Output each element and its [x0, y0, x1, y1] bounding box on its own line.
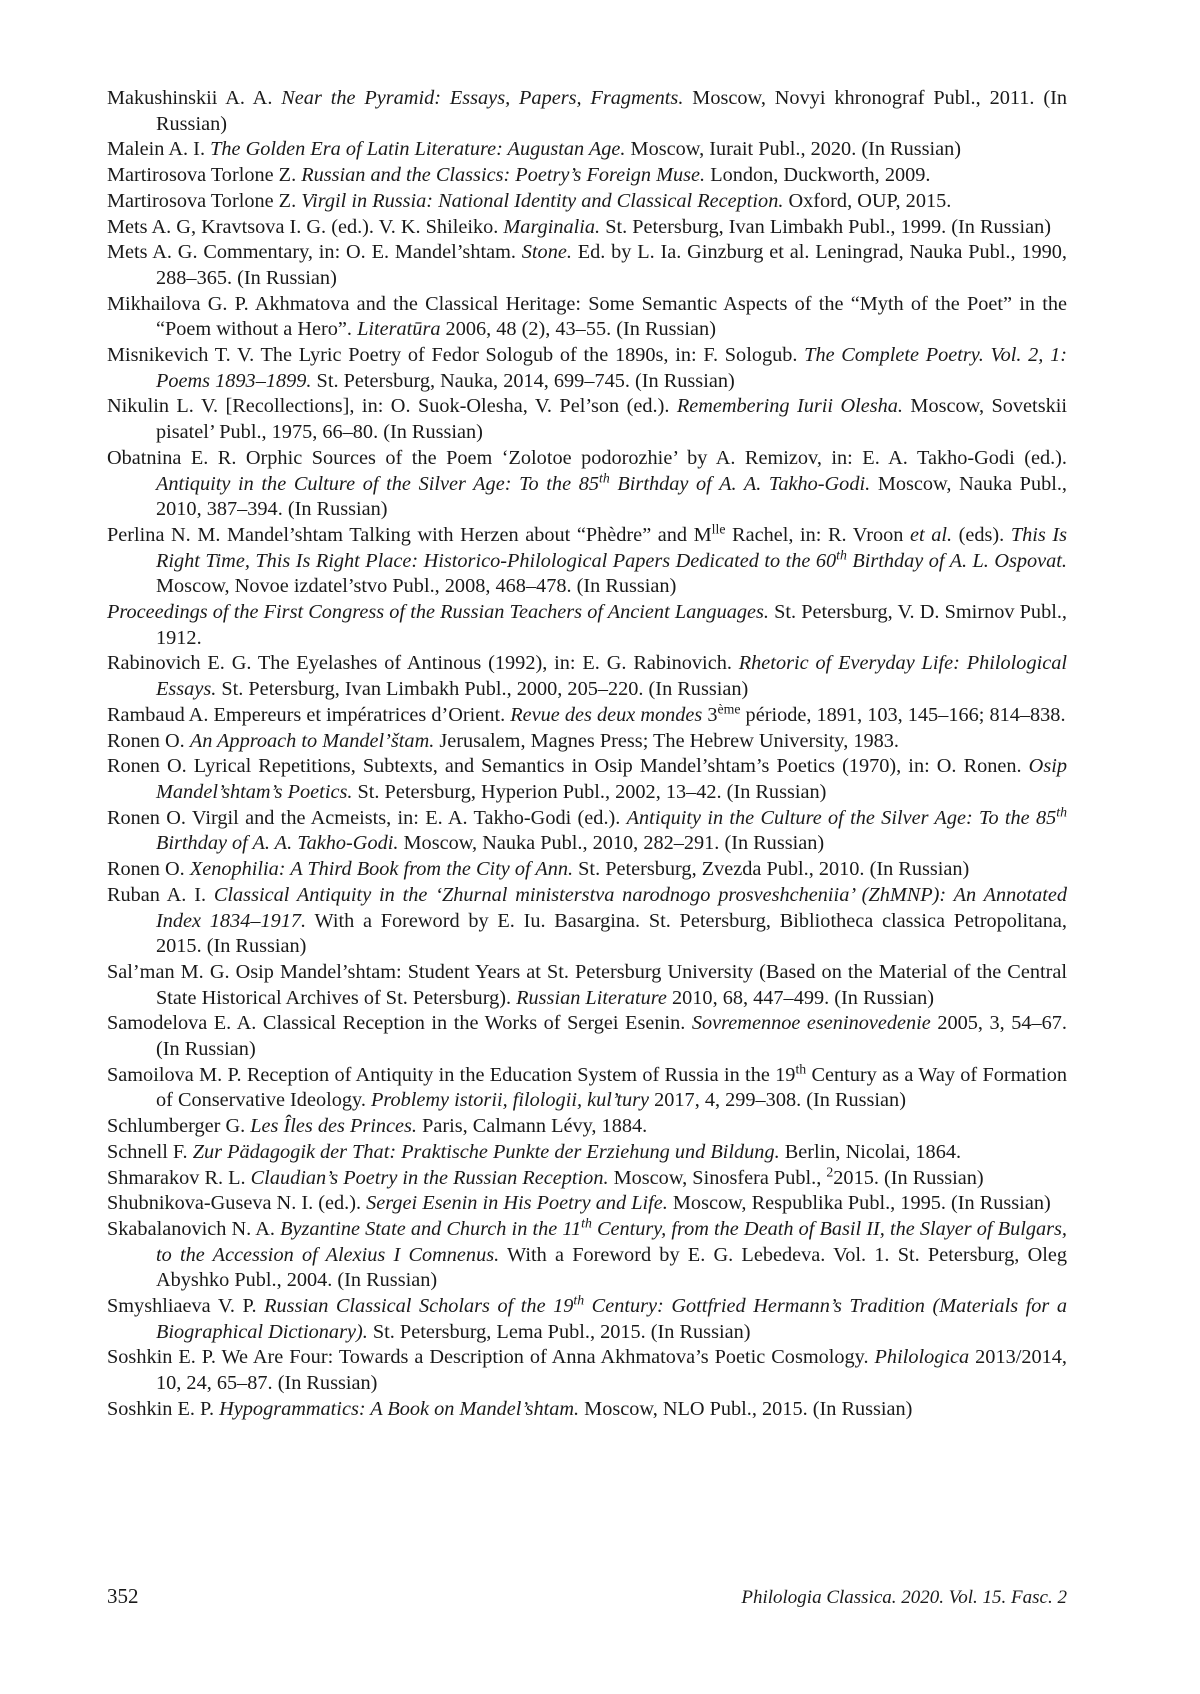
- reference-title-segment: Revue des deux mondes: [510, 703, 703, 726]
- reference-text-segment: (eds).: [952, 523, 1011, 546]
- reference-text-segment: 2017, 4, 299–308. (In Russian): [649, 1089, 906, 1112]
- reference-entry: [107, 1345, 1067, 1396]
- reference-entry: [107, 523, 1067, 600]
- reference-entry: [107, 446, 1067, 523]
- reference-title-segment: Russian Literature: [516, 986, 667, 1009]
- reference-title-segment: Near the Pyramid: Essays, Papers, Fragments.: [281, 87, 684, 109]
- reference-entry: [107, 189, 1067, 215]
- reference-text-segment: Ronen O.: [107, 858, 190, 881]
- reference-title-segment: Virgil in Russia: National Identity and Classical Reception.: [301, 189, 784, 212]
- reference-list: [107, 86, 1067, 1423]
- reference-text-segment: période, 1891, 103, 145–166; 814–838.: [740, 703, 1066, 726]
- reference-text-segment: Paris, Calmann Lévy, 1884.: [417, 1115, 648, 1138]
- reference-title-segment: An Approach to Mandel’štam.: [189, 729, 435, 752]
- reference-title-segment: th: [573, 1292, 585, 1308]
- reference-title-segment: Antiquity in the Culture of the Silver Age: To the 85: [626, 806, 1057, 829]
- page-footer: [107, 1584, 1067, 1609]
- reference-title-segment: et al.: [909, 523, 953, 546]
- reference-text-segment: Schnell F.: [107, 1140, 193, 1163]
- reference-text-segment: 2: [826, 1163, 834, 1179]
- reference-text-segment: St. Petersburg, Ivan Limbakh Publ., 2000, 205–220. (In Russian): [216, 678, 749, 701]
- reference-title-segment: Stone.: [521, 241, 572, 264]
- reference-text-segment: Moscow, Nauka Publ., 2010, 387–394. (In Russian): [156, 472, 1067, 521]
- reference-text-segment: ème: [717, 701, 741, 717]
- reference-text-segment: Soshkin E. P.: [107, 1397, 220, 1420]
- reference-entry: [107, 806, 1067, 857]
- reference-text-segment: Rachel, in: R. Vroon: [725, 523, 910, 546]
- reference-entry: [107, 1140, 1067, 1166]
- reference-text-segment: Perlina N. M. Mandel’shtam Talking with Herzen about “Phèdre” and M: [107, 523, 712, 546]
- reference-text-segment: 2005, 3, 54–67. (In Russian): [156, 1012, 1067, 1061]
- reference-text-segment: Rabinovich E. G. The Eyelashes of Antinous (1992), in: E. G. Rabinovich.: [107, 652, 739, 675]
- reference-text-segment: Moscow, Sovetskii pisatel’ Publ., 1975, 66–80. (In Russian): [156, 395, 1067, 444]
- reference-text-segment: St. Petersburg, V. D. Smirnov Publ., 1912.: [156, 601, 1067, 649]
- reference-text-segment: Century as a Way of Formation of Conservative Ideology.: [156, 1063, 1067, 1112]
- reference-text-segment: Martirosova Torlone Z.: [107, 189, 302, 212]
- reference-text-segment: Ruban A. I.: [107, 883, 214, 906]
- reference-entry: [107, 600, 1067, 651]
- reference-title-segment: Xenophilia: A Third Book from the City of Ann.: [189, 858, 574, 881]
- reference-entry: [107, 651, 1067, 702]
- reference-title-segment: Byzantine State and Church in the 11: [280, 1217, 582, 1240]
- reference-text-segment: th: [795, 1061, 807, 1077]
- reference-text-segment: Moscow, Respublika Publ., 1995. (In Russian): [667, 1192, 1051, 1215]
- reference-text-segment: Nikulin L. V. [Recollections], in: O. Suok-Olesha, V. Pel’son (ed.).: [107, 395, 677, 418]
- reference-entry: [107, 1011, 1067, 1062]
- reference-entry: [107, 1294, 1067, 1345]
- reference-title-segment: Osip Mandel’shtam’s Poetics.: [156, 755, 1067, 803]
- reference-entry: [107, 215, 1067, 241]
- reference-title-segment: Problemy istorii, filologii, kul’tury: [370, 1089, 650, 1112]
- reference-entry: [107, 394, 1067, 445]
- reference-text-segment: Martirosova Torlone Z.: [107, 164, 302, 187]
- page-body: [107, 86, 1067, 1423]
- reference-title-segment: th: [581, 1215, 592, 1231]
- reference-text-segment: Schlumberger G.: [107, 1115, 251, 1138]
- reference-text-segment: Makushinskii A. A.: [107, 87, 282, 109]
- reference-text-segment: Obatnina E. R. Orphic Sources of the Poem ‘Zolotoe podorozhie’ by A. Remizov, in: E. A. Takho-Godi (ed.).: [107, 446, 1067, 469]
- reference-text-segment: With a Foreword by E. G. Lebedeva. Vol. 1. St. Petersburg, Oleg Abyshko Publ., 2004. (In Russian): [156, 1243, 1068, 1292]
- reference-title-segment: The Complete Poetry. Vol. 2, 1: Poems 1893–1899.: [156, 344, 1067, 392]
- reference-text-segment: Shmarakov R. L.: [107, 1166, 251, 1189]
- reference-text-segment: Samodelova E. A. Classical Reception in the Works of Sergei Esenin.: [107, 1012, 692, 1035]
- reference-text-segment: Moscow, Nauka Publ., 2010, 282–291. (In Russian): [398, 832, 825, 855]
- reference-text-segment: Ed. by L. Ia. Ginzburg et al. Leningrad, Nauka Publ., 1990, 288–365. (In Russian): [156, 241, 1067, 289]
- reference-text-segment: Shubnikova-Guseva N. I. (ed.).: [107, 1192, 367, 1215]
- reference-text-segment: Moscow, Iurait Publ., 2020. (In Russian): [625, 138, 962, 161]
- reference-entry: [107, 137, 1067, 163]
- reference-title-segment: Antiquity in the Culture of the Silver Age: To the 85: [156, 472, 600, 495]
- reference-entry: [107, 86, 1067, 137]
- reference-entry: [107, 754, 1067, 805]
- reference-text-segment: With a Foreword by E. Iu. Basargina. St. Petersburg, Bibliotheca classica Petropolitana, 2015. (In Russian): [156, 909, 1067, 958]
- reference-title-segment: Russian and the Classics: Poetry’s Foreign Muse.: [301, 164, 706, 187]
- reference-entry: [107, 883, 1067, 960]
- reference-text-segment: Oxford, OUP, 2015.: [783, 189, 952, 212]
- reference-text-segment: Jerusalem, Magnes Press; The Hebrew University, 1983.: [434, 729, 899, 752]
- reference-text-segment: Skabalanovich N. A.: [107, 1217, 281, 1240]
- reference-text-segment: Misnikevich T. V. The Lyric Poetry of Fedor Sologub of the 1890s, in: F. Sologub.: [107, 344, 805, 367]
- reference-text-segment: Soshkin E. P. We Are Four: Towards a Description of Anna Akhmatova’s Poetic Cosmology.: [107, 1346, 875, 1369]
- reference-title-segment: This Is Right Time, This Is Right Place: Historico-Philological Papers Dedicated to the 60: [156, 523, 1067, 572]
- reference-title-segment: Birthday of A. A. Takho-Godi.: [156, 832, 399, 855]
- reference-text-segment: 2015. (In Russian): [833, 1166, 984, 1189]
- reference-title-segment: Remembering Iurii Olesha.: [676, 395, 903, 418]
- reference-title-segment: th: [1056, 804, 1067, 820]
- reference-text-segment: Malein A. I.: [107, 138, 211, 161]
- reference-text-segment: Smyshliaeva V. P.: [107, 1295, 265, 1318]
- reference-text-segment: London, Duckworth, 2009.: [705, 164, 931, 187]
- reference-text-segment: Sal’man M. G. Osip Mandel’shtam: Student Years at St. Petersburg University (Based on the Material of the Central State Historical Archives of St. Petersburg).: [107, 960, 1067, 1009]
- reference-title-segment: th: [836, 547, 847, 563]
- reference-entry: [107, 960, 1067, 1011]
- reference-title-segment: Marginalia.: [503, 215, 601, 238]
- reference-entry: [107, 1191, 1067, 1217]
- reference-text-segment: 2006, 48 (2), 43–55. (In Russian): [440, 318, 716, 341]
- reference-title-segment: Literatūra: [357, 318, 441, 341]
- reference-title-segment: Claudian’s Poetry in the Russian Reception.: [250, 1166, 609, 1189]
- reference-title-segment: Zur Pädagogik der That: Praktische Punkte der Erziehung und Bildung.: [192, 1140, 780, 1163]
- reference-entry: [107, 292, 1067, 343]
- reference-text-segment: Moscow, NLO Publ., 2015. (In Russian): [579, 1397, 913, 1420]
- reference-title-segment: Sovremennoe eseninovedenie: [691, 1012, 931, 1035]
- reference-entry: [107, 1063, 1067, 1114]
- reference-entry: [107, 240, 1067, 291]
- reference-title-segment: Russian Classical Scholars of the 19: [264, 1295, 574, 1318]
- reference-title-segment: Les Îles des Princes.: [250, 1115, 417, 1138]
- reference-title-segment: Proceedings of the First Congress of the Russian Teachers of Ancient Languages.: [107, 601, 769, 624]
- reference-text-segment: Mets A. G, Kravtsova I. G. (ed.). V. K. Shileiko.: [107, 215, 504, 238]
- reference-entry: [107, 1397, 1067, 1423]
- reference-entry: [107, 857, 1067, 883]
- reference-title-segment: Classical Antiquity in the ‘Zhurnal ministerstva narodnogo prosveshcheniia’ (ZhMNP): An Annotated Index 1834–1917.: [156, 883, 1067, 932]
- reference-title-segment: Rhetoric of Everyday Life: Philological Essays.: [156, 652, 1067, 701]
- reference-text-segment: St. Petersburg, Lema Publ., 2015. (In Russian): [367, 1320, 751, 1343]
- reference-text-segment: lle: [711, 521, 726, 537]
- reference-text-segment: Ronen O. Lyrical Repetitions, Subtexts, and Semantics in Osip Mandel’shtam’s Poetics (1970), in: O. Ronen.: [107, 755, 1029, 778]
- reference-text-segment: Samoilova M. P. Reception of Antiquity in the Education System of Russia in the 19: [107, 1063, 796, 1086]
- journal-citation: Philologia Classica. 2020. Vol. 15. Fasc. 2: [741, 1587, 1067, 1608]
- reference-text-segment: Mikhailova G. P. Akhmatova and the Classical Heritage: Some Semantic Aspects of the “Myth of the Poet” in the “Poem without a Hero”.: [107, 292, 1067, 341]
- reference-text-segment: Moscow, Novoe izdatel’stvo Publ., 2008, 468–478. (In Russian): [156, 575, 677, 598]
- reference-text-segment: Mets A. G. Commentary, in: O. E. Mandel’shtam.: [107, 241, 522, 264]
- reference-text-segment: 3: [702, 703, 718, 726]
- reference-title-segment: Philologica: [874, 1346, 970, 1369]
- reference-title-segment: The Golden Era of Latin Literature: Augustan Age.: [210, 138, 626, 161]
- reference-text-segment: Moscow, Sinosfera Publ.,: [608, 1166, 827, 1189]
- reference-text-segment: St. Petersburg, Nauka, 2014, 699–745. (In Russian): [311, 369, 735, 392]
- reference-title-segment: Hypogrammatics: A Book on Mandel’shtam.: [219, 1397, 580, 1420]
- reference-text-segment: Ronen O.: [107, 729, 190, 752]
- reference-text-segment: Ronen O. Virgil and the Acmeists, in: E. A. Takho-Godi (ed.).: [107, 806, 627, 829]
- reference-title-segment: Sergei Esenin in His Poetry and Life.: [366, 1192, 668, 1215]
- reference-entry: [107, 729, 1067, 755]
- reference-text-segment: 2013/2014, 10, 24, 65–87. (In Russian): [156, 1346, 1067, 1395]
- reference-title-segment: Birthday of A. A. Takho-Godi.: [609, 472, 871, 495]
- reference-title-segment: Century, from the Death of Basil II, the Slayer of Bulgars, to the Accession of Alexius I Comnenus.: [156, 1217, 1067, 1266]
- reference-text-segment: St. Petersburg, Ivan Limbakh Publ., 1999. (In Russian): [600, 215, 1051, 238]
- reference-text-segment: St. Petersburg, Zvezda Publ., 2010. (In Russian): [573, 858, 970, 881]
- reference-entry: [107, 163, 1067, 189]
- reference-text-segment: Rambaud A. Empereurs et impératrices d’Orient.: [107, 703, 511, 726]
- reference-title-segment: Birthday of A. L. Ospovat.: [846, 549, 1067, 572]
- reference-text-segment: St. Petersburg, Hyperion Publ., 2002, 13–42. (In Russian): [352, 780, 827, 803]
- reference-entry: [107, 1163, 1067, 1192]
- reference-title-segment: Century: Gottfried Hermann’s Tradition (Materials for a Biographical Dictionary).: [156, 1295, 1067, 1343]
- reference-entry: [107, 1114, 1067, 1140]
- page-number: 352: [107, 1584, 139, 1608]
- reference-entry: [107, 703, 1067, 729]
- reference-text-segment: Moscow, Novyi khronograf Publ., 2011. (In Russian): [156, 87, 1067, 135]
- reference-text-segment: 2010, 68, 447–499. (In Russian): [666, 986, 934, 1009]
- reference-title-segment: th: [599, 469, 610, 485]
- reference-text-segment: Berlin, Nicolai, 1864.: [779, 1140, 962, 1163]
- reference-entry: [107, 1217, 1067, 1294]
- reference-entry: [107, 343, 1067, 394]
